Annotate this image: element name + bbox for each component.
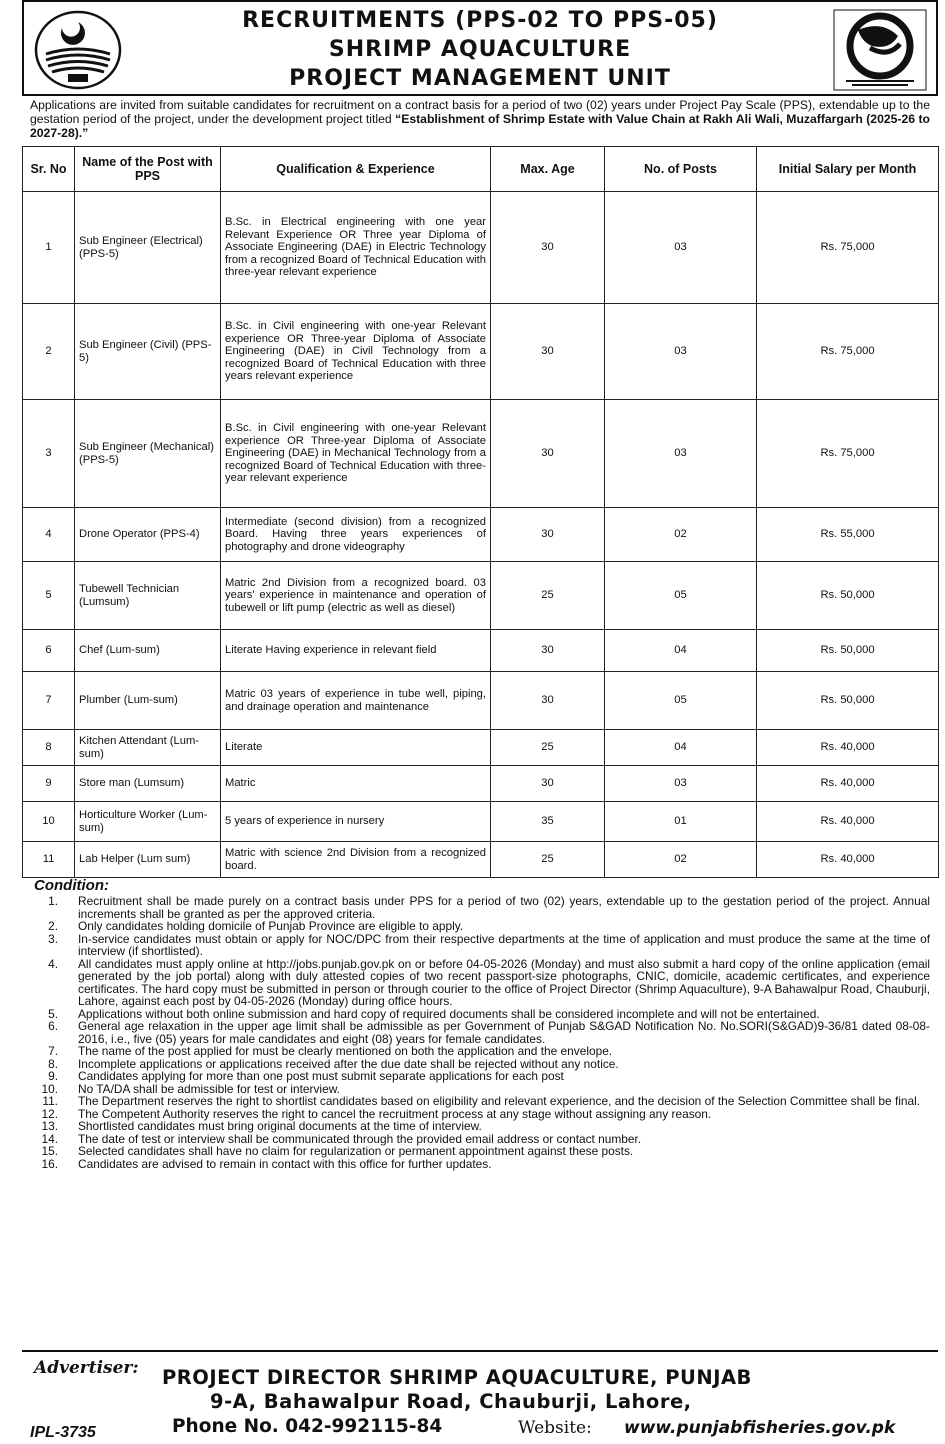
condition-text: The Department reserves the right to shortlist candidates based on eligibility and relevant experience, and the decision of the Selection Committee shall be final. bbox=[78, 1094, 921, 1108]
table-row bbox=[23, 508, 939, 562]
header bbox=[22, 0, 938, 96]
post-cell: Store man (Lumsum) bbox=[75, 766, 221, 802]
post-cell: Sub Engineer (Mechanical) (PPS-5) bbox=[75, 400, 221, 508]
post-cell: Tubewell Technician (Lumsum) bbox=[75, 562, 221, 630]
condition-number: 11. bbox=[42, 1094, 58, 1108]
list-item bbox=[30, 958, 930, 1008]
condition-text: Incomplete applications or applications received after the due date shall be rejected without any notice. bbox=[78, 1056, 619, 1071]
condition-text: Shortlisted candidates must bring original documents at the time of interview. bbox=[78, 1119, 482, 1133]
post-cell: Drone Operator (PPS-4) bbox=[75, 508, 221, 562]
condition-number: 2. bbox=[48, 919, 58, 933]
qualification-cell: Matric 2nd Division from a recognized board. 03 years' experience in maintenance and operation of tubewell or lift pump (electric as well as diesel) bbox=[221, 562, 491, 630]
age-cell: 30 bbox=[491, 508, 605, 562]
post-cell: Horticulture Worker (Lum-sum) bbox=[75, 802, 221, 842]
condition-text: No TA/DA shall be admissible for test or interview. bbox=[78, 1081, 340, 1096]
sr-cell: 11 bbox=[23, 842, 75, 878]
condition-number: 3. bbox=[48, 931, 58, 946]
qualification-cell: Intermediate (second division) from a recognized Board. Having three years experiences of photography and drone videography bbox=[221, 508, 491, 562]
qualification-cell: Literate bbox=[221, 730, 491, 766]
sr-cell: 2 bbox=[23, 304, 75, 400]
age-cell: 30 bbox=[491, 672, 605, 730]
age-cell: 25 bbox=[491, 842, 605, 878]
age-cell: 25 bbox=[491, 562, 605, 630]
condition-text: The date of test or interview shall be communicated through the provided email address or contact number. bbox=[78, 1131, 642, 1146]
qualification-cell: Matric 03 years of experience in tube well, piping, and drainage operation and maintenance bbox=[221, 672, 491, 730]
condition-text: All candidates must apply online at http://jobs.punjab.gov.pk on or before 04-05-2026 (Monday) and must also submit a hard copy of the online application (email generated by the job portal) along with duly attested copies of two recent passport-size photographs, CNIC, domicile, academic certificates, and experience certificates. The hard copy must be submitted in person or through courier to the office of Project Director (Shrimp Aquaculture), 9-A Bahawalpur Road, Chauburji, Lahore, against each post by 04-05-2026 (Monday) during office hours. bbox=[78, 956, 930, 1008]
sr-cell: 1 bbox=[23, 192, 75, 304]
title-line-recruitments: RECRUITMENTS (PPS-02 TO PPS-05) bbox=[242, 8, 718, 33]
ipl-number: IPL-3735 bbox=[30, 1424, 96, 1441]
age-cell: 30 bbox=[491, 766, 605, 802]
table-row bbox=[23, 630, 939, 672]
condition-text: Candidates applying for more than one post must submit separate applications for each post bbox=[78, 1069, 564, 1083]
header-no-of-posts: No. of Posts bbox=[605, 147, 757, 192]
age-cell: 25 bbox=[491, 730, 605, 766]
sr-cell: 9 bbox=[23, 766, 75, 802]
age-cell: 30 bbox=[491, 192, 605, 304]
table-row bbox=[23, 304, 939, 400]
list-item bbox=[30, 895, 930, 920]
posts-cell: 03 bbox=[605, 766, 757, 802]
posts-cell: 02 bbox=[605, 508, 757, 562]
posts-cell: 03 bbox=[605, 304, 757, 400]
advertiser-name: PROJECT DIRECTOR SHRIMP AQUACULTURE, PUNJAB bbox=[162, 1366, 752, 1389]
phone-number: Phone No. 042-992115-84 bbox=[172, 1416, 443, 1437]
sr-cell: 3 bbox=[23, 400, 75, 508]
advertiser-label: Advertiser: bbox=[34, 1358, 139, 1378]
condition-number: 10. bbox=[41, 1081, 58, 1096]
salary-cell: Rs. 40,000 bbox=[757, 766, 939, 802]
age-cell: 30 bbox=[491, 400, 605, 508]
condition-number: 4. bbox=[48, 956, 58, 971]
age-cell: 30 bbox=[491, 304, 605, 400]
post-cell: Kitchen Attendant (Lum-sum) bbox=[75, 730, 221, 766]
condition-text: Applications without both online submission and hard copy of required documents shall be considered incomplete and will not be entertained. bbox=[78, 1006, 820, 1021]
sr-cell: 10 bbox=[23, 802, 75, 842]
posts-cell: 01 bbox=[605, 802, 757, 842]
qualification-cell: Literate Having experience in relevant field bbox=[221, 630, 491, 672]
punjab-government-seal-icon bbox=[32, 8, 124, 92]
salary-cell: Rs. 75,000 bbox=[757, 304, 939, 400]
qualification-cell: Matric with science 2nd Division from a recognized board. bbox=[221, 842, 491, 878]
condition-number: 1. bbox=[48, 894, 58, 908]
list-item bbox=[30, 933, 930, 958]
header-post-name: Name of the Post with PPS bbox=[75, 147, 221, 192]
sr-cell: 4 bbox=[23, 508, 75, 562]
advertiser-footer bbox=[22, 1350, 938, 1444]
website-label: Website: bbox=[518, 1418, 592, 1438]
table-row bbox=[23, 802, 939, 842]
list-item bbox=[30, 1020, 930, 1045]
condition-number: 16. bbox=[41, 1156, 58, 1171]
sr-cell: 7 bbox=[23, 672, 75, 730]
salary-cell: Rs. 40,000 bbox=[757, 802, 939, 842]
condition-number: 12. bbox=[41, 1106, 58, 1121]
table-row bbox=[23, 192, 939, 304]
condition-number: 8. bbox=[48, 1056, 58, 1071]
posts-cell: 02 bbox=[605, 842, 757, 878]
qualification-cell: B.Sc. in Civil engineering with one-year Relevant experience OR Three-year Diploma of Associate Engineering (DAE) in Mechanical Technology from a recognized Board of Technical Education with three-year relevant experience bbox=[221, 400, 491, 508]
title-line-pmu: PROJECT MANAGEMENT UNIT bbox=[289, 66, 671, 91]
header-qualification: Qualification & Experience bbox=[221, 147, 491, 192]
post-cell: Lab Helper (Lum sum) bbox=[75, 842, 221, 878]
salary-cell: Rs. 50,000 bbox=[757, 630, 939, 672]
website-link[interactable]: www.punjabfisheries.gov.pk bbox=[624, 1418, 896, 1438]
salary-cell: Rs. 40,000 bbox=[757, 842, 939, 878]
condition-text: Recruitment shall be made purely on a contract basis under PPS for a period of two (02) years, extendable up to the gestation period of the project. Annual increments shall be granted as per the approved criteria. bbox=[78, 894, 930, 921]
condition-text: The Competent Authority reserves the right to cancel the recruitment process at any stage without assigning any reason. bbox=[78, 1106, 712, 1121]
sr-cell: 8 bbox=[23, 730, 75, 766]
table-row bbox=[23, 766, 939, 802]
project-title: “Establishment of Shrimp Estate with Value Chain at Rakh Ali Wali, Muzaffargarh (2025-26 to 2027-28).” bbox=[30, 112, 930, 140]
header-max-age: Max. Age bbox=[491, 147, 605, 192]
advertiser-address: 9-A, Bahawalpur Road, Chauburji, Lahore, bbox=[210, 1390, 692, 1413]
table-header-row bbox=[23, 147, 939, 192]
conditions-list bbox=[30, 895, 930, 1170]
table-row bbox=[23, 842, 939, 878]
condition-number: 5. bbox=[48, 1006, 58, 1021]
salary-cell: Rs. 55,000 bbox=[757, 508, 939, 562]
salary-cell: Rs. 50,000 bbox=[757, 672, 939, 730]
age-cell: 35 bbox=[491, 802, 605, 842]
qualification-cell: 5 years of experience in nursery bbox=[221, 802, 491, 842]
post-cell: Chef (Lum-sum) bbox=[75, 630, 221, 672]
list-item bbox=[30, 1158, 930, 1171]
posts-cell: 03 bbox=[605, 192, 757, 304]
condition-text: Selected candidates shall have no claim for regularization or permanent appointment against these posts. bbox=[78, 1144, 634, 1158]
conditions-title: Condition: bbox=[34, 877, 109, 894]
salary-cell: Rs. 75,000 bbox=[757, 192, 939, 304]
table-row bbox=[23, 400, 939, 508]
qualification-cell: B.Sc. in Civil engineering with one-year Relevant experience OR Three-year Diploma of Associate Engineering (DAE) in Civil Technology from a recognized Board of Technical Education with three years relevant experience bbox=[221, 304, 491, 400]
advertisement-title bbox=[134, 6, 826, 93]
condition-text: General age relaxation in the upper age limit shall be admissible as per Government of Punjab S&GAD Notification No. No.SORI(S&GAD)9-36/81 dated 08-08-2016, i.e., five (05) years for male candidates and eight (08) years for female candidates. bbox=[78, 1019, 930, 1046]
condition-text: Only candidates holding domicile of Punjab Province are eligible to apply. bbox=[78, 919, 464, 933]
condition-number: 13. bbox=[41, 1119, 58, 1133]
condition-text: The name of the post applied for must be clearly mentioned on both the application and the envelope. bbox=[78, 1044, 613, 1058]
table-row bbox=[23, 562, 939, 630]
salary-cell: Rs. 40,000 bbox=[757, 730, 939, 766]
shrimp-department-logo-icon bbox=[832, 8, 928, 92]
age-cell: 30 bbox=[491, 630, 605, 672]
post-cell: Plumber (Lum-sum) bbox=[75, 672, 221, 730]
posts-cell: 05 bbox=[605, 672, 757, 730]
qualification-cell: Matric bbox=[221, 766, 491, 802]
posts-cell: 04 bbox=[605, 630, 757, 672]
posts-cell: 03 bbox=[605, 400, 757, 508]
condition-text: Candidates are advised to remain in contact with this office for further updates. bbox=[78, 1156, 492, 1171]
intro-text: Applications are invited from suitable candidates for recruitment on a contract basis for a period of two (02) years under Project Pay Scale (PPS), extendable up to the gestation period of the project, under the development project titled bbox=[30, 98, 930, 126]
sr-cell: 6 bbox=[23, 630, 75, 672]
qualification-cell: B.Sc. in Electrical engineering with one year Relevant Experience OR Three year Diploma of Associate Engineering (DAE) in Electric Technology from a recognized Board of Technical Education with three-year relevant experience bbox=[221, 192, 491, 304]
condition-number: 6. bbox=[48, 1019, 58, 1033]
posts-cell: 05 bbox=[605, 562, 757, 630]
header-sr-no: Sr. No bbox=[23, 147, 75, 192]
condition-number: 14. bbox=[41, 1131, 58, 1146]
post-cell: Sub Engineer (Civil) (PPS-5) bbox=[75, 304, 221, 400]
sr-cell: 5 bbox=[23, 562, 75, 630]
table-row bbox=[23, 730, 939, 766]
salary-cell: Rs. 75,000 bbox=[757, 400, 939, 508]
title-line-shrimp-aquaculture: SHRIMP AQUACULTURE bbox=[328, 37, 632, 62]
post-cell: Sub Engineer (Electrical) (PPS-5) bbox=[75, 192, 221, 304]
header-salary: Initial Salary per Month bbox=[757, 147, 939, 192]
condition-number: 9. bbox=[48, 1069, 58, 1083]
salary-cell: Rs. 50,000 bbox=[757, 562, 939, 630]
posts-cell: 04 bbox=[605, 730, 757, 766]
intro-paragraph bbox=[22, 96, 938, 142]
table-row bbox=[23, 672, 939, 730]
condition-number: 15. bbox=[41, 1144, 58, 1158]
condition-number: 7. bbox=[48, 1044, 58, 1058]
posts-table bbox=[22, 146, 939, 878]
condition-text: In-service candidates must obtain or apply for NOC/DPC from their respective departments at the time of application and must produce the same at the time of interview (if shortlisted). bbox=[78, 931, 930, 958]
